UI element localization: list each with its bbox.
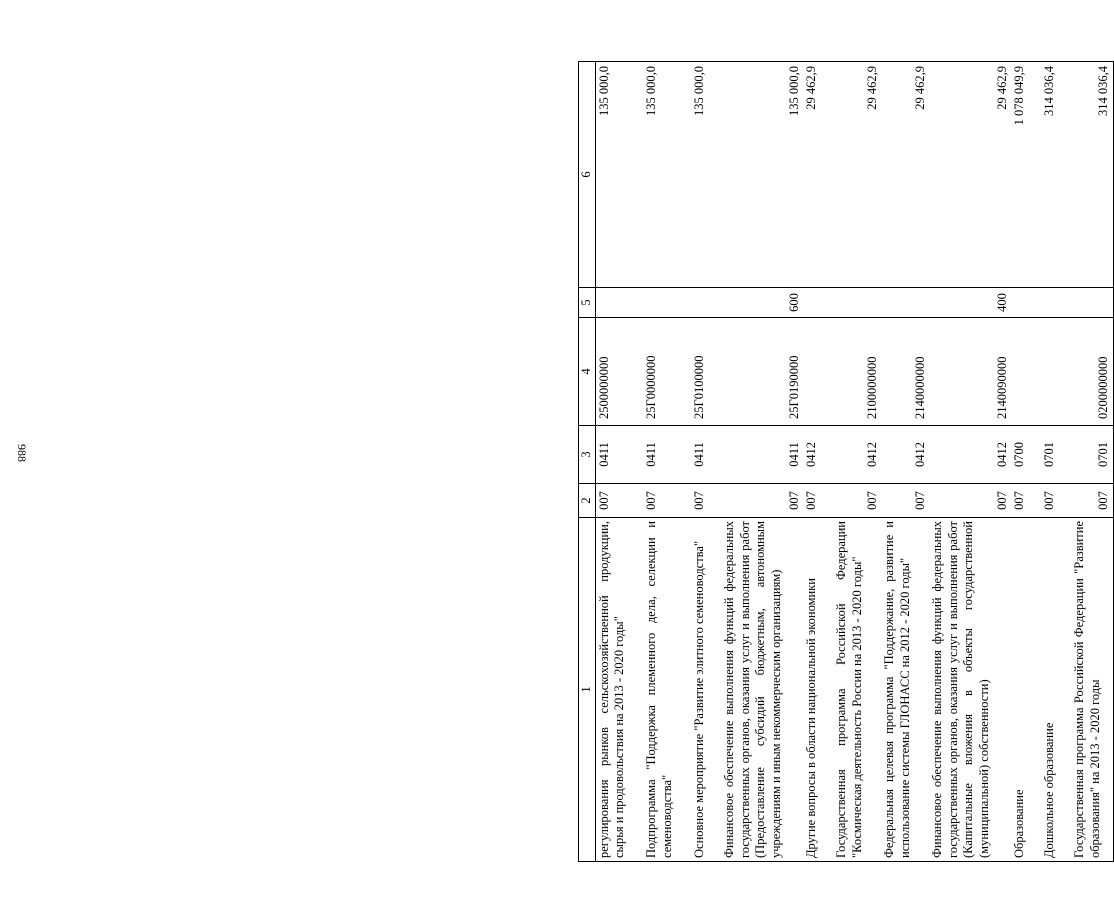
row-ministry-code: 007 xyxy=(1011,484,1041,518)
row-target-code: 25Г0100000 xyxy=(691,318,721,426)
header-col-6: 6 xyxy=(579,62,596,288)
row-section-code: 0412 xyxy=(833,426,881,484)
row-section-code: 0412 xyxy=(803,426,833,484)
row-amount: 314 036,4 xyxy=(1041,62,1071,288)
table-row xyxy=(929,62,1011,862)
budget-table xyxy=(578,61,1114,862)
row-ministry-code: 007 xyxy=(1041,484,1071,518)
row-amount: 29 462,9 xyxy=(803,62,833,288)
row-expense-type xyxy=(1071,288,1113,318)
row-ministry-code: 007 xyxy=(881,484,929,518)
row-target-code xyxy=(803,318,833,426)
table-row xyxy=(803,62,833,862)
table-row xyxy=(691,62,721,862)
row-ministry-code: 007 xyxy=(929,484,1011,518)
row-expense-type xyxy=(833,288,881,318)
table-row xyxy=(1011,62,1041,862)
row-target-code: 0200000000 xyxy=(1071,318,1113,426)
row-name: Другие вопросы в области национальной экономики xyxy=(803,518,833,862)
row-target-code: 2500000000 xyxy=(595,318,643,426)
row-expense-type: 400 xyxy=(929,288,1011,318)
row-name: Образование xyxy=(1011,518,1041,862)
row-name: Государственная программа Российской Федерации "Космическая деятельность России на 2013 - 2020 годы" xyxy=(833,518,881,862)
row-expense-type xyxy=(1041,288,1071,318)
table-row xyxy=(833,62,881,862)
row-target-code xyxy=(1011,318,1041,426)
row-name: регулирования рынков сельскохозяйственной продукции, сырья и продовольствия на 2013 - 2020 годы" xyxy=(595,518,643,862)
row-amount: 29 462,9 xyxy=(881,62,929,288)
row-ministry-code: 007 xyxy=(1071,484,1113,518)
row-ministry-code: 007 xyxy=(803,484,833,518)
row-expense-type xyxy=(1011,288,1041,318)
row-section-code: 0412 xyxy=(881,426,929,484)
row-expense-type xyxy=(803,288,833,318)
row-section-code: 0411 xyxy=(643,426,691,484)
row-expense-type xyxy=(881,288,929,318)
row-amount: 29 462,9 xyxy=(833,62,881,288)
table-row xyxy=(643,62,691,862)
table-row xyxy=(881,62,929,862)
row-target-code: 2140090000 xyxy=(929,318,1011,426)
row-target-code xyxy=(1041,318,1071,426)
row-section-code: 0412 xyxy=(929,426,1011,484)
row-amount: 29 462,9 xyxy=(929,62,1011,288)
page-number: 988 xyxy=(15,444,29,462)
row-target-code: 25Г0000000 xyxy=(643,318,691,426)
row-amount: 135 000,0 xyxy=(643,62,691,288)
row-section-code: 0411 xyxy=(595,426,643,484)
header-col-2: 2 xyxy=(579,484,596,518)
row-target-code: 2140000000 xyxy=(881,318,929,426)
header-col-4: 4 xyxy=(579,318,596,426)
row-expense-type xyxy=(643,288,691,318)
row-amount: 1 078 049,9 xyxy=(1011,62,1041,288)
row-target-code: 25Г0190000 xyxy=(721,318,803,426)
row-ministry-code: 007 xyxy=(691,484,721,518)
table-row xyxy=(595,62,643,862)
row-name: Основное мероприятие "Развитие элитного семеноводства" xyxy=(691,518,721,862)
row-ministry-code: 007 xyxy=(833,484,881,518)
row-amount: 135 000,0 xyxy=(721,62,803,288)
budget-table-rotated xyxy=(578,62,1110,862)
row-ministry-code: 007 xyxy=(643,484,691,518)
row-section-code: 0701 xyxy=(1071,426,1113,484)
row-ministry-code: 007 xyxy=(595,484,643,518)
row-section-code: 0411 xyxy=(721,426,803,484)
row-section-code: 0701 xyxy=(1041,426,1071,484)
table-row xyxy=(1071,62,1113,862)
row-expense-type xyxy=(595,288,643,318)
row-name: Федеральная целевая программа "Поддержание, развитие и использование системы ГЛОНАСС на 2012 - 2020 годы" xyxy=(881,518,929,862)
row-name: Подпрограмма "Поддержка племенного дела, селекции и семеноводства" xyxy=(643,518,691,862)
row-name: Дошкольное образование xyxy=(1041,518,1071,862)
row-expense-type xyxy=(691,288,721,318)
row-section-code: 0700 xyxy=(1011,426,1041,484)
header-col-1: 1 xyxy=(579,518,596,862)
header-row xyxy=(579,62,596,862)
row-amount: 135 000,0 xyxy=(691,62,721,288)
header-col-5: 5 xyxy=(579,288,596,318)
row-amount: 135 000,0 xyxy=(595,62,643,288)
row-name: Финансовое обеспечение выполнения функций федеральных государственных органов, оказания услуг и выполнения работ (Капитальные вложения в объекты государственной (муниципальной) собственности) xyxy=(929,518,1011,862)
row-name: Финансовое обеспечение выполнения функций федеральных государственных органов, оказания услуг и выполнения работ (Предоставление субсидий бюджетным, автономным учреждениям и иным некоммерческим организациям) xyxy=(721,518,803,862)
row-expense-type: 600 xyxy=(721,288,803,318)
row-amount: 314 036,4 xyxy=(1071,62,1113,288)
row-target-code: 2100000000 xyxy=(833,318,881,426)
row-name: Государственная программа Российской Федерации "Развитие образования" на 2013 - 2020 годы xyxy=(1071,518,1113,862)
row-ministry-code: 007 xyxy=(721,484,803,518)
row-section-code: 0411 xyxy=(691,426,721,484)
table-row xyxy=(721,62,803,862)
header-col-3: 3 xyxy=(579,426,596,484)
table-row xyxy=(1041,62,1071,862)
